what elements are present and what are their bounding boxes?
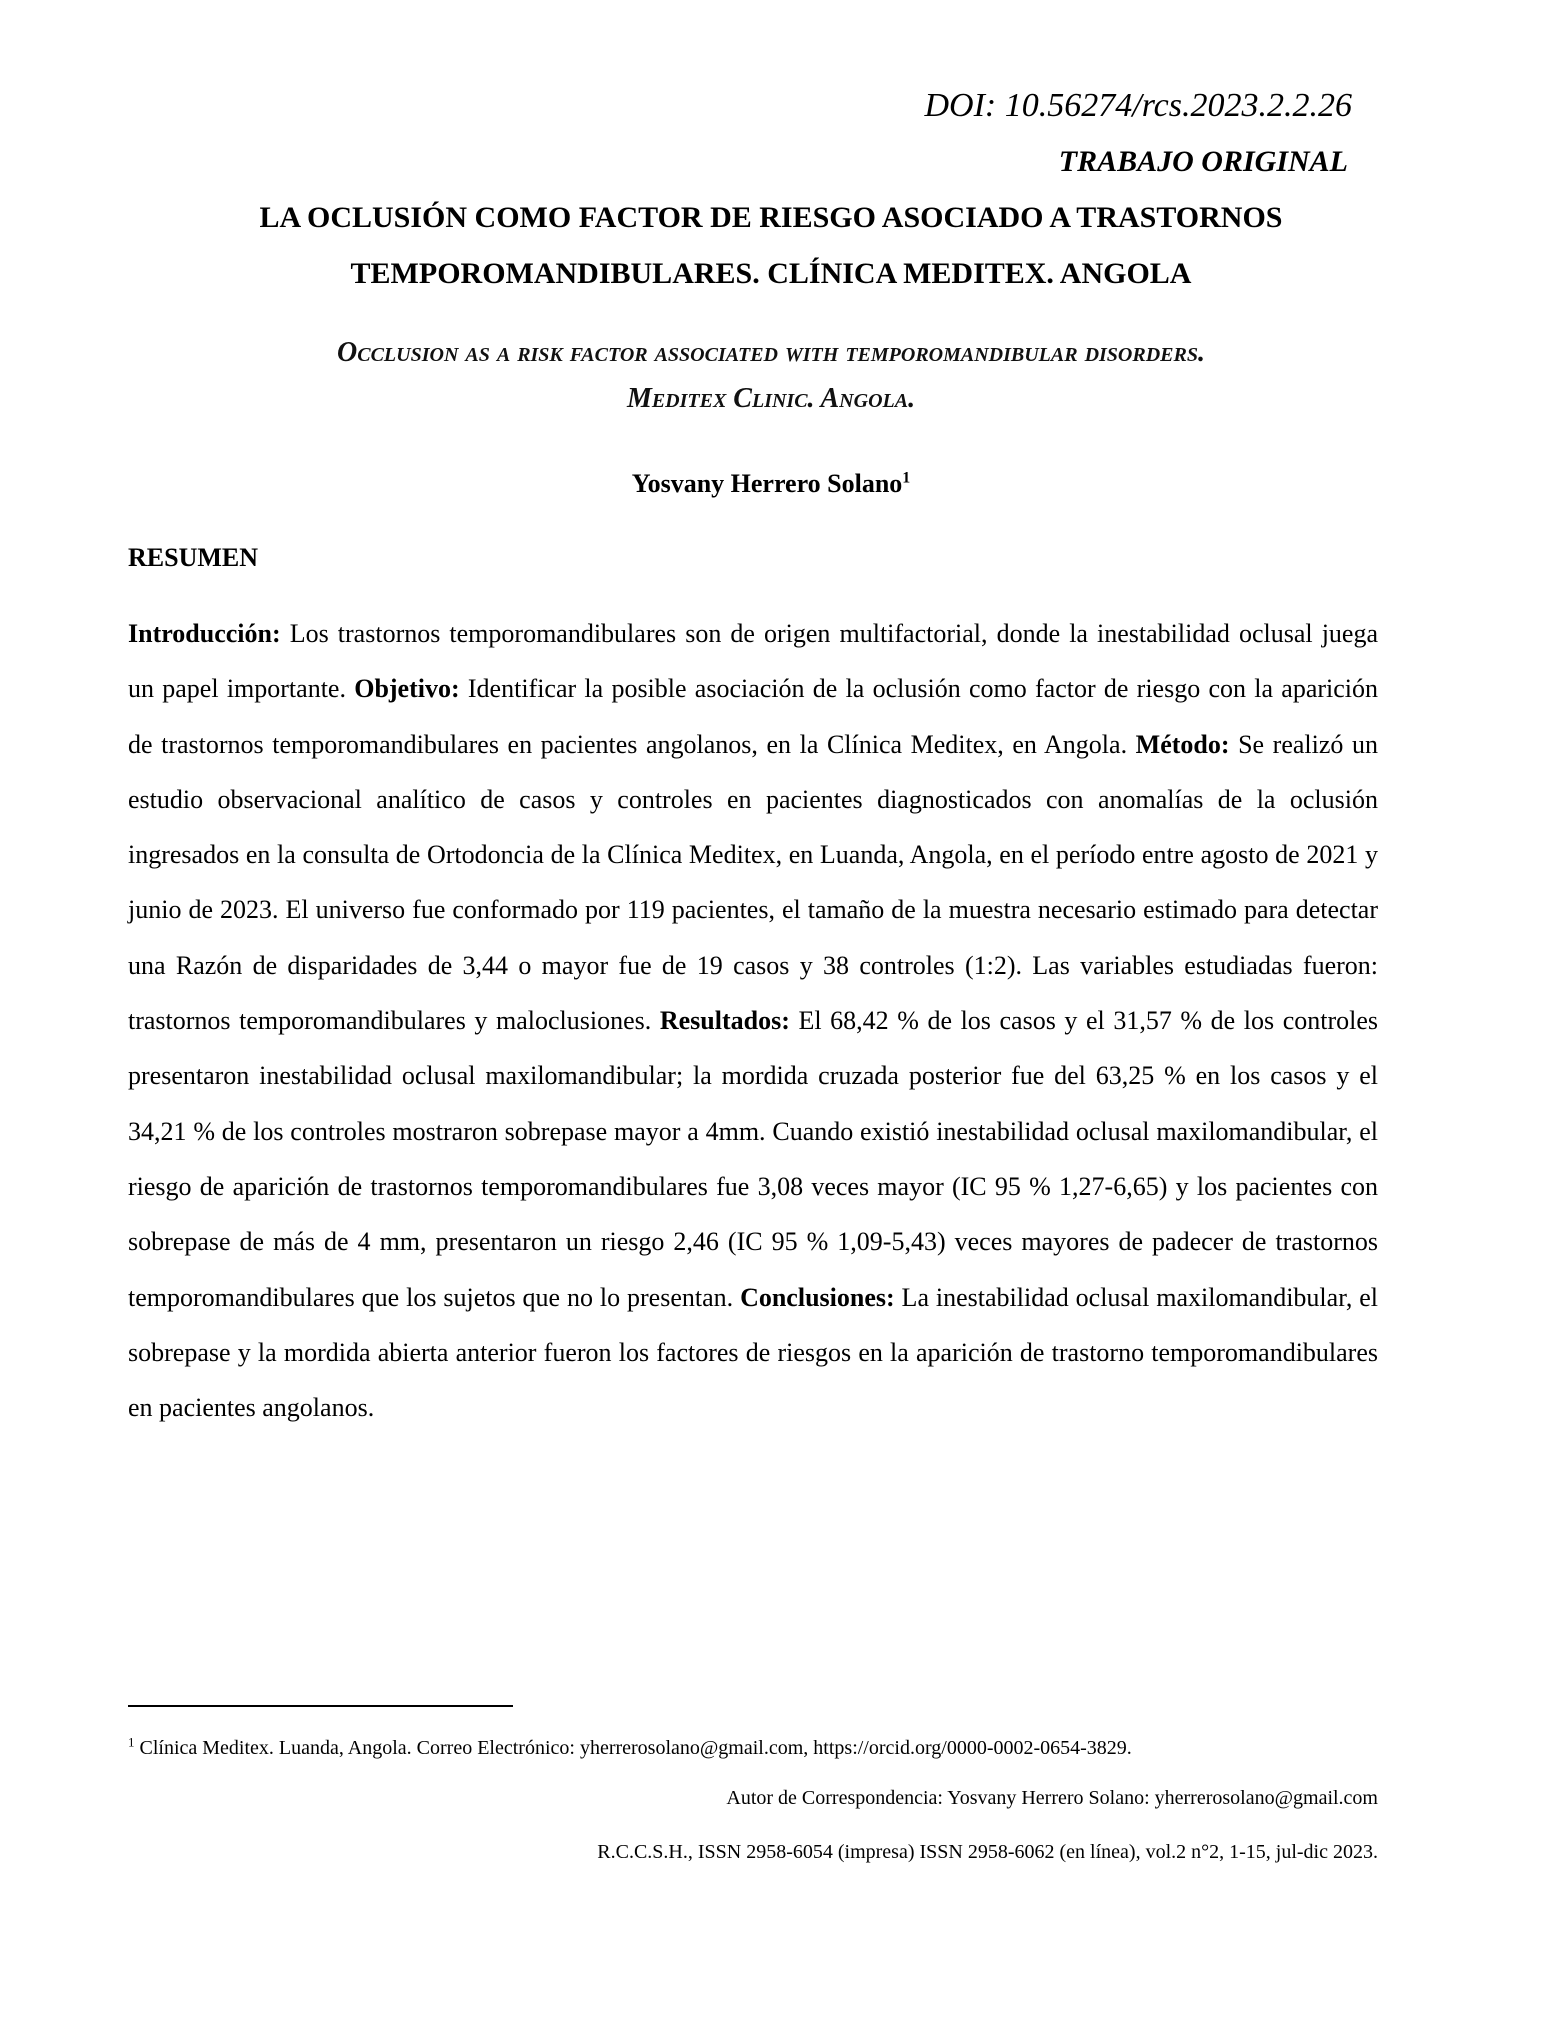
footnote-separator: , [803,1737,814,1759]
abstract-label-introduccion: Introducción: [128,619,281,648]
journal-citation: R.C.C.S.H., ISSN 2958-6054 (impresa) ISSN 2958-6062 (en línea), vol.2 n°2, 1-15, jul-dic 2023. [597,1841,1378,1863]
abstract-text-resultados: El 68,42 % de los casos y el 31,57 % de los controles presentaron inestabilidad oclusal maxilomandibular; la mordida cruzada posterior fue del 63,25 % en los casos y el 34,21 % de los controles mostraron sobrepase mayor a 4mm. Cuando existió inestabilidad oclusal maxilomandibular, el riesgo de aparición de trastornos temporomandibulares fue 3,08 veces mayor (IC 95 % 1,27-6,65) y los pacientes con sobrepase de más de 4 mm, presentaron un riesgo 2,46 (IC 95 % 1,09-5,43) veces mayores de padecer de trastornos temporomandibulares que los sujetos que no lo presentan. [128,1006,1378,1312]
abstract-label-resultados: Resultados: [659,1006,790,1036]
footnote-text: Clínica Meditex. Luanda, Angola. Correo Electrónico: [134,1737,580,1759]
title-spanish-line2: TEMPOROMANDIBULARES. CLÍNICA MEDITEX. ANGOLA [350,257,1192,290]
footnote-affiliation [128,1734,1132,1762]
abstract-body [128,606,1378,1435]
title-english [128,330,1414,422]
title-english-line2: Meditex Clinic. Angola. [626,383,916,414]
footnote-divider [128,1705,513,1707]
footnote-end: . [1126,1737,1132,1759]
title-spanish [128,190,1414,302]
doi-label: DOI: 10.56274/rcs.2023.2.2.26 [924,87,1352,124]
author-name: Yosvany Herrero Solano [631,469,903,498]
abstract-text-metodo: Se realizó un estudio observacional analítico de casos y controles en pacientes diagnosticados con anomalías de la oclusión ingresados en la consulta de Ortodoncia de la Clínica Meditex, en Luanda, Angola, en el período entre agosto de 2021 y junio de 2023. El universo fue conformado por 119 pacientes, el tamaño de la muestra necesario estimado para detectar una Razón de disparidades de 3,44 o mayor fue de 19 casos y 38 controles (1:2). Las variables estudiadas fueron: trastornos temporomandibulares y maloclusiones. [128,729,1378,1036]
abstract-heading: RESUMEN [128,543,259,572]
article-type-label: TRABAJO ORIGINAL [1058,145,1348,178]
abstract-text-conclusiones: La inestabilidad oclusal maxilomandibular, el sobrepase y la mordida abierta anterior fueron los factores de riesgos en la aparición de trastorno temporomandibulares en pacientes angolanos. [128,1282,1378,1423]
title-spanish-line1: LA OCLUSIÓN COMO FACTOR DE RIESGO ASOCIADO A TRASTORNOS [259,201,1283,234]
abstract-text-objetivo: Identificar la posible asociación de la oclusión como factor de riesgo con la aparición de trastornos temporomandibulares en pacientes angolanos, en la Clínica Meditex, en Angola. [128,674,1379,759]
footnote-orcid-link[interactable]: https://orcid.org/0000-0002-0654-3829 [813,1737,1127,1759]
author-byline [0,466,1542,502]
abstract-label-conclusiones: Conclusiones: [740,1282,895,1312]
title-english-line1: Occlusion as a risk factor associated with temporomandibular disorders. [337,337,1205,368]
abstract-label-metodo: Método: [1135,729,1230,759]
footnote-email-link[interactable]: yherrerosolano@gmail.com [579,1737,804,1759]
abstract-label-objetivo: Objetivo: [354,674,460,704]
footnote-marker: 1 [128,1734,135,1750]
abstract-text-introduccion: Los trastornos temporomandibulares son de origen multifactorial, donde la inestabilidad oclusal juega un papel importante. [128,619,1378,704]
author-affiliation-marker[interactable]: 1 [902,469,911,487]
corresponding-author: Autor de Correspondencia: Yosvany Herrero Solano: yherrerosolano@gmail.com [726,1787,1378,1809]
